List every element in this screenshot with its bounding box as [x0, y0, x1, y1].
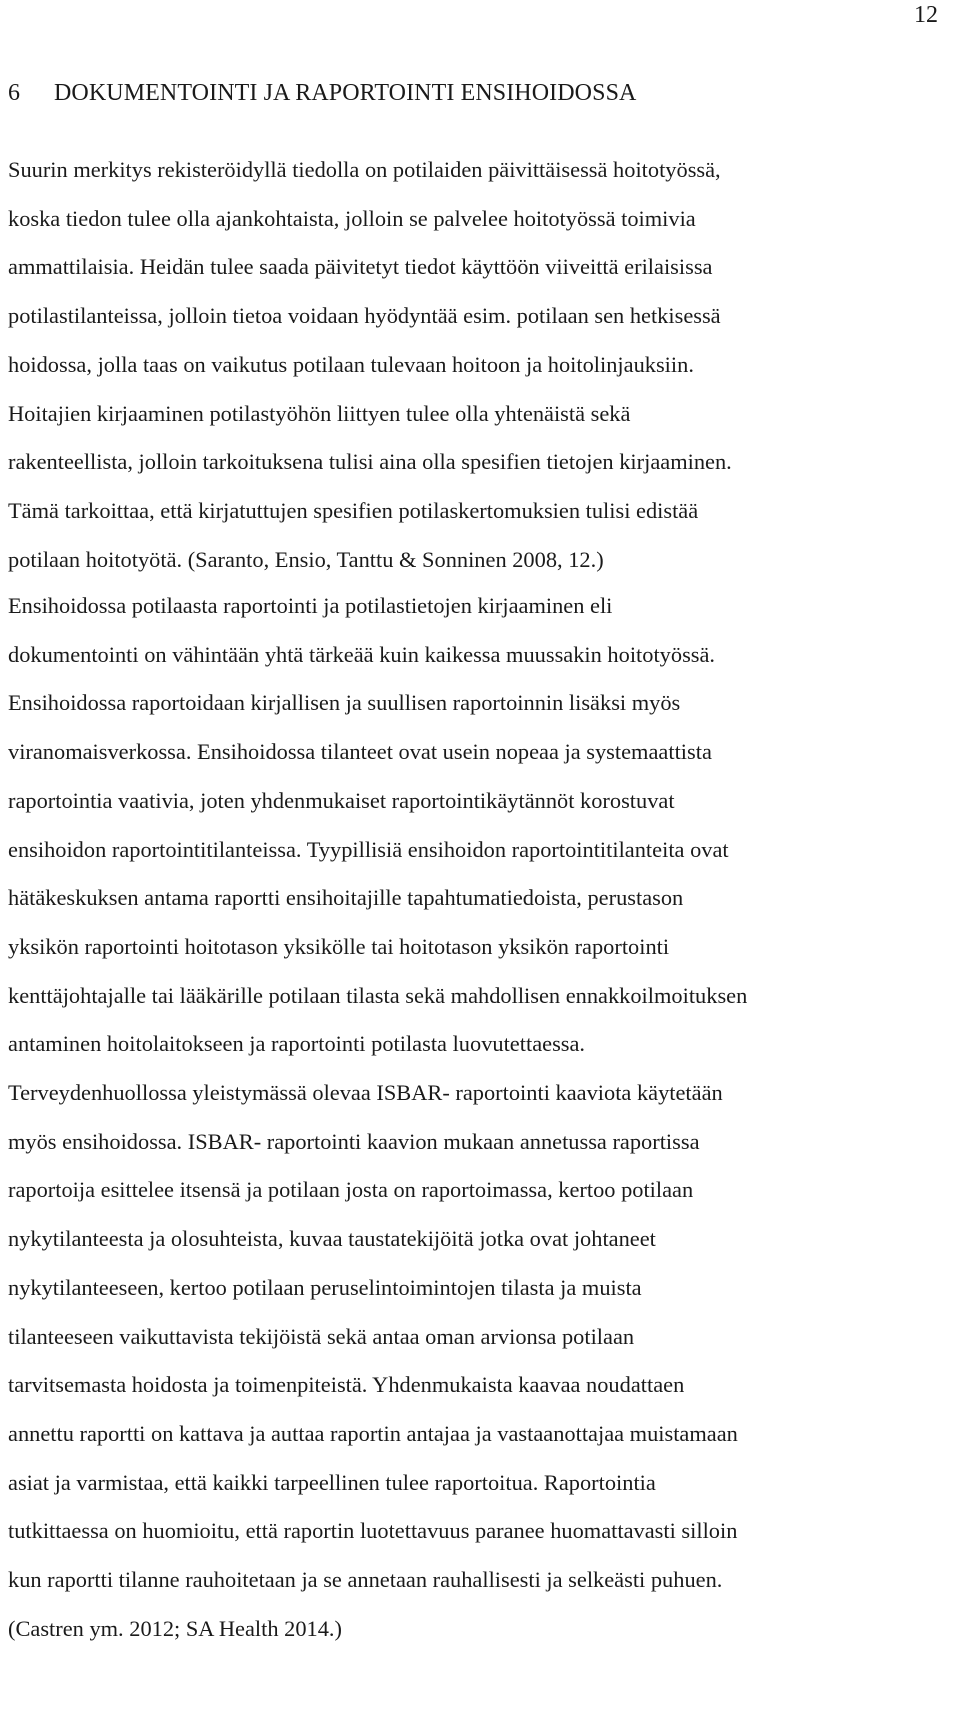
- paragraph-line: Ensihoidossa raportoidaan kirjallisen ja suullisen raportoinnin lisäksi myös: [8, 690, 681, 716]
- paragraph-line: viranomaisverkossa. Ensihoidossa tilanteet ovat usein nopeaa ja systemaattista: [8, 739, 712, 765]
- paragraph-line: hoidossa, jolla taas on vaikutus potilaan tulevaan hoitoon ja hoitolinjauksiin.: [8, 351, 694, 377]
- paragraph-line: tilanteeseen vaikuttavista tekijöistä sekä antaa oman arvionsa potilaan: [8, 1323, 635, 1349]
- paragraph-line: annettu raportti on kattava ja auttaa raportin antajaa ja vastaanottajaa muistamaan: [8, 1420, 738, 1446]
- paragraph-line: tarvitsemasta hoidosta ja toimenpiteistä. Yhdenmukaista kaavaa noudattaen: [8, 1372, 685, 1398]
- paragraph-line: Tämä tarkoittaa, että kirjatuttujen spesifien potilaskertomuksien tulisi edistää: [8, 497, 699, 523]
- paragraph-line: yksikön raportointi hoitotason yksikölle tai hoitotason yksikön raportointi: [8, 933, 670, 959]
- paragraph-line: asiat ja varmistaa, että kaikki tarpeellinen tulee raportoitua. Raportointia: [8, 1469, 656, 1495]
- paragraph-line: raportoija esittelee itsensä ja potilaan josta on raportoimassa, kertoo potilaan: [8, 1177, 694, 1203]
- paragraph-line: Hoitajien kirjaaminen potilastyöhön liittyen tulee olla yhtenäistä sekä: [8, 400, 631, 426]
- paragraph-record-data: [8, 146, 958, 584]
- paragraph-line: nykytilanteesta ja olosuhteista, kuvaa taustatekijöitä jotka ovat johtaneet: [8, 1226, 656, 1252]
- paragraph-line: hätäkeskuksen antama raportti ensihoitajille tapahtumatiedoista, perustason: [8, 885, 684, 911]
- paragraph-ems-reporting: [8, 582, 958, 1653]
- paragraph-line: antaminen hoitolaitokseen ja raportointi potilasta luovutettaessa.: [8, 1031, 586, 1057]
- paragraph-line: (Castren ym. 2012; SA Health 2014.): [8, 1615, 342, 1641]
- paragraph-line: myös ensihoidossa. ISBAR- raportointi kaavion mukaan annetussa raportissa: [8, 1128, 700, 1154]
- paragraph-line: Suurin merkitys rekisteröidyllä tiedolla on potilaiden päivittäisessä hoitotyössä,: [8, 157, 721, 182]
- paragraph-line: nykytilanteeseen, kertoo potilaan peruselintoimintojen tilasta ja muista: [8, 1274, 642, 1300]
- paragraph-line: Ensihoidossa potilaasta raportointi ja potilastietojen kirjaaminen eli: [8, 593, 613, 618]
- paragraph-line: potilastilanteissa, jolloin tietoa voidaan hyödyntää esim. potilaan sen hetkisessä: [8, 303, 721, 329]
- paragraph-line: kenttäjohtajalle tai lääkärille potilaan tilasta sekä mahdollisen ennakkoilmoituksen: [8, 982, 748, 1008]
- paragraph-line: ensihoidon raportointitilanteissa. Tyypillisiä ensihoidon raportointitilanteita ovat: [8, 836, 729, 862]
- section-heading: [8, 80, 636, 107]
- paragraph-line: Terveydenhuollossa yleistymässä olevaa ISBAR- raportointi kaaviota käytetään: [8, 1080, 723, 1106]
- paragraph-line: dokumentointi on vähintään yhtä tärkeää kuin kaikessa muussakin hoitotyössä.: [8, 641, 716, 667]
- paragraph-line: tutkittaessa on huomioitu, että raportin luotettavuus paranee huomattavasti silloin: [8, 1518, 738, 1544]
- page-number: 12: [914, 2, 938, 28]
- section-number: 6: [8, 80, 21, 106]
- paragraph-line: rakenteellista, jolloin tarkoituksena tulisi aina olla spesifien tietojen kirjaaminen.: [8, 449, 732, 475]
- paragraph-line: raportointia vaativia, joten yhdenmukaiset raportointikäytännöt korostuvat: [8, 787, 675, 813]
- paragraph-line: ammattilaisia. Heidän tulee saada päivitetyt tiedot käyttöön viiveittä erilaisissa: [8, 254, 713, 280]
- paragraph-line: koska tiedon tulee olla ajankohtaista, jolloin se palvelee hoitotyössä toimivia: [8, 205, 696, 231]
- paragraph-line: kun raportti tilanne rauhoitetaan ja se annetaan rauhallisesti ja selkeästi puhuen.: [8, 1567, 723, 1593]
- section-title: DOKUMENTOINTI JA RAPORTOINTI ENSIHOIDOSSA: [54, 80, 637, 106]
- paragraph-line: potilaan hoitotyötä. (Saranto, Ensio, Tanttu & Sonninen 2008, 12.): [8, 546, 604, 572]
